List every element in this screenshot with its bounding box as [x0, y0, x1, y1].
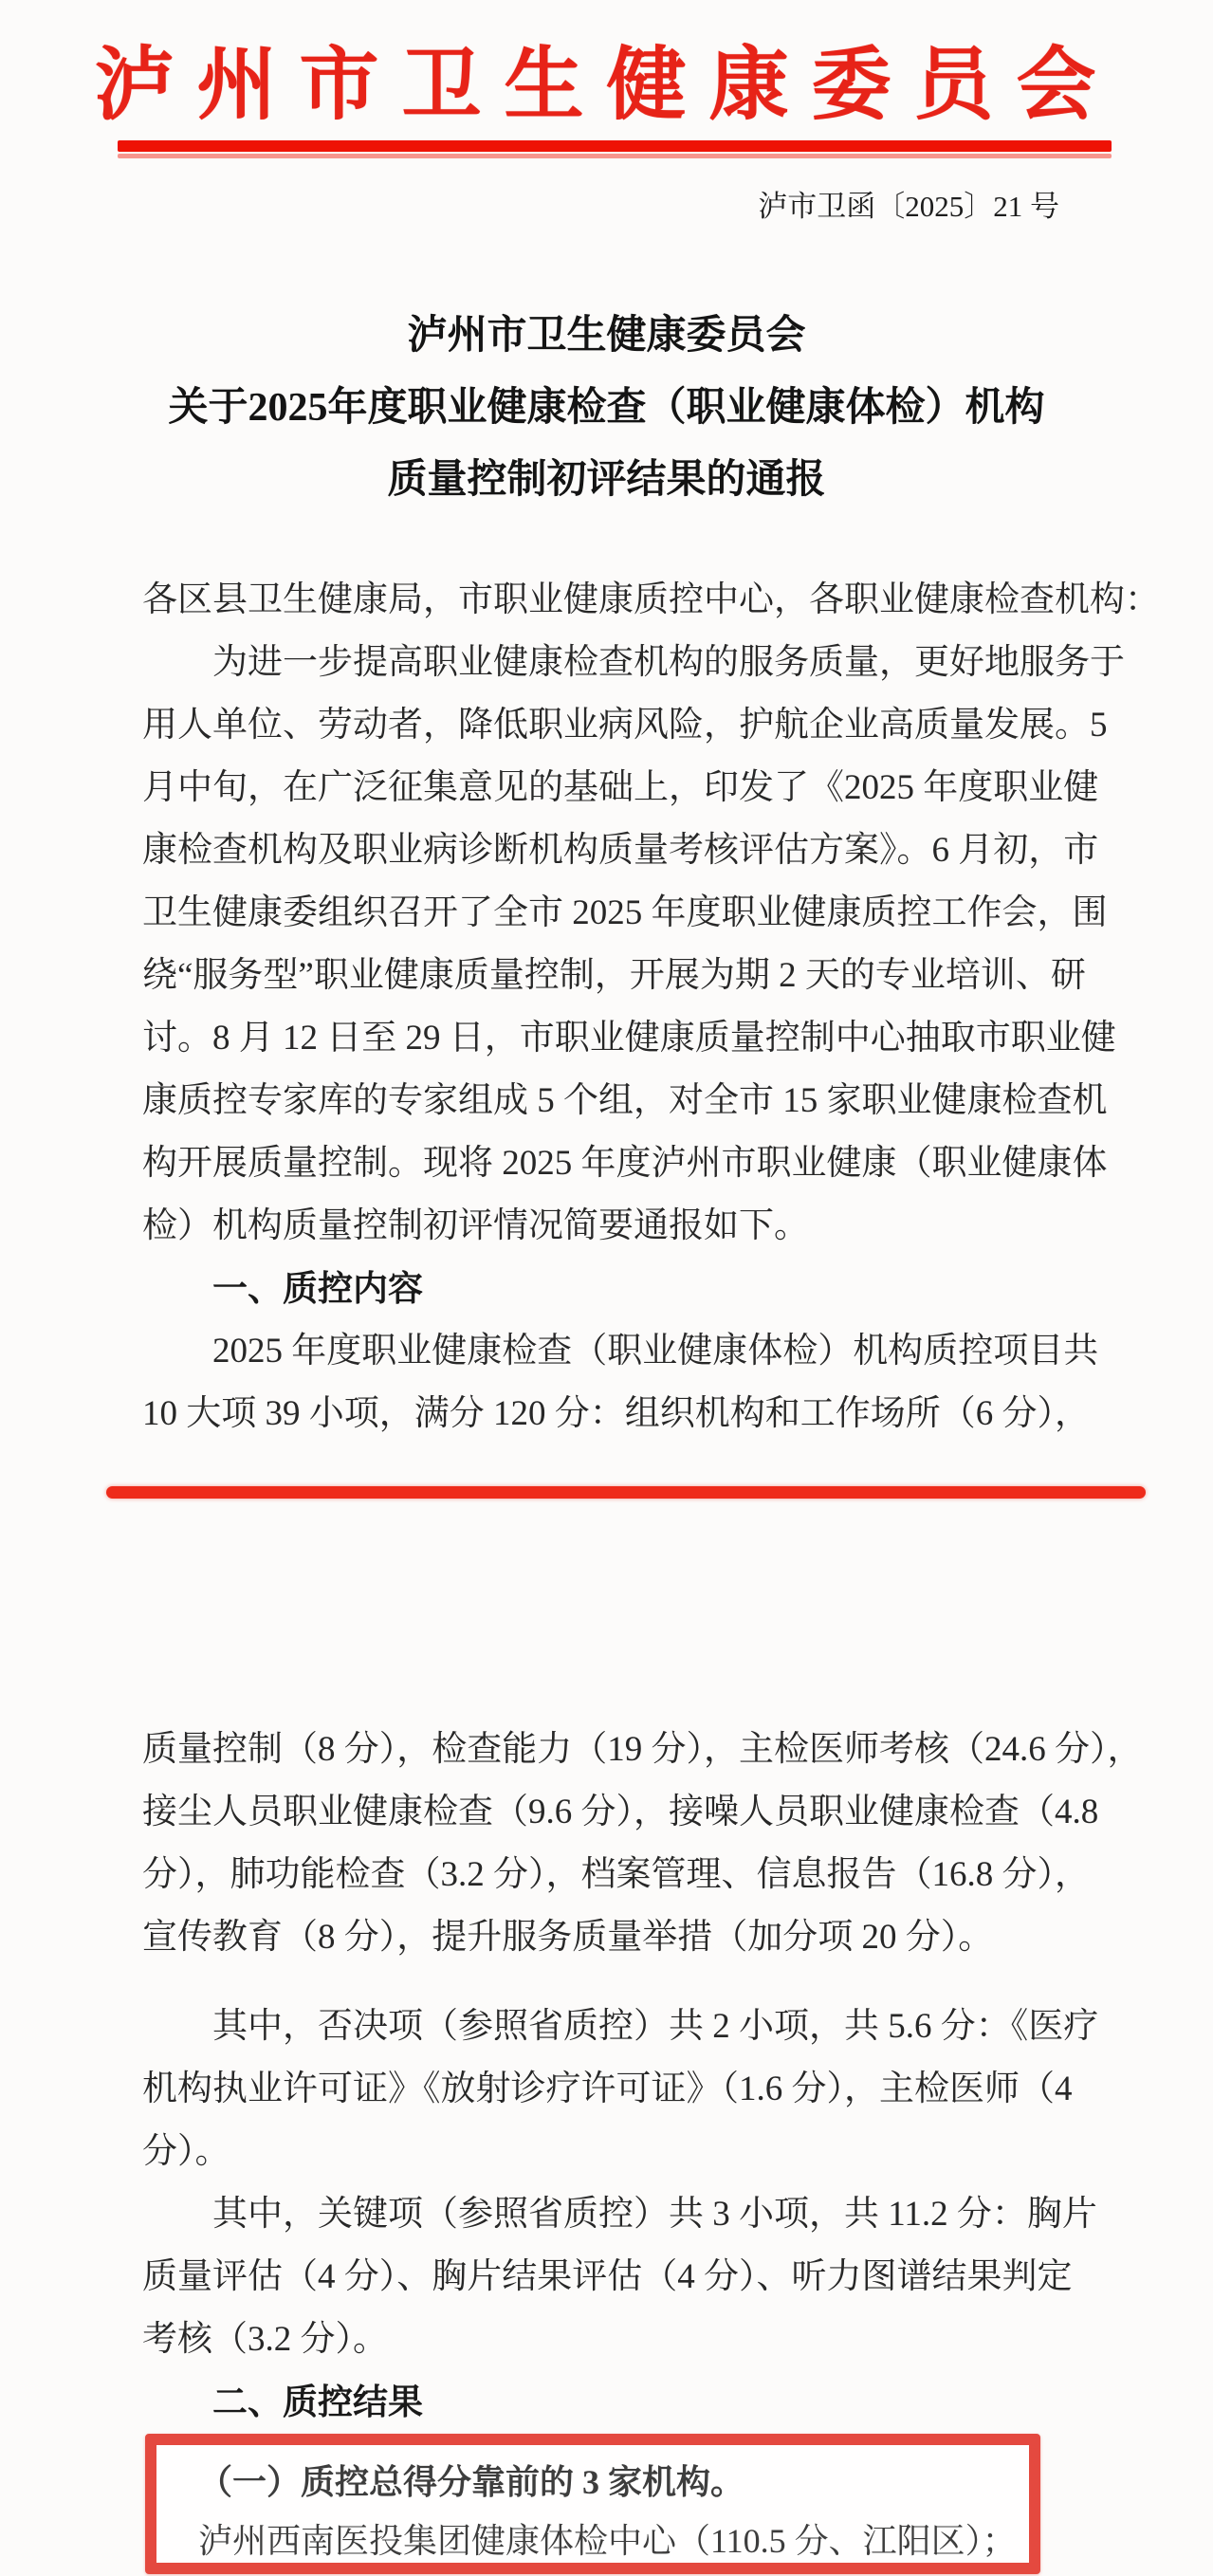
- body-line: 用人单位、劳动者，降低职业病风险，护航企业高质量发展。5: [142, 706, 1108, 745]
- body-line: 康检查机构及职业病诊断机构质量考核评估方案》。6 月初，市: [142, 831, 1099, 870]
- body-line: 月中旬，在广泛征集意见的基础上，印发了《2025 年度职业健: [142, 768, 1099, 807]
- body-line: 检）机构质量控制初评情况简要通报如下。: [142, 1206, 809, 1245]
- highlight-annotation-box: [145, 2434, 1040, 2574]
- body-line: 10 大项 39 小项，满分 120 分：组织机构和工作场所（6 分），: [142, 1394, 1090, 1433]
- body-line: 分）。: [142, 2132, 230, 2171]
- letterhead-rule: [118, 140, 1112, 158]
- section-heading-2: 二、质控结果: [212, 2383, 423, 2421]
- letterhead-rule-shadow: [118, 154, 1112, 158]
- body-line: 质量控制（8 分），检查能力（19 分），主检医师考核（24.6 分），: [142, 1730, 1143, 1769]
- body-line: 卫生健康委组织召开了全市 2025 年度职业健康质控工作会，围: [142, 893, 1108, 932]
- highlight-box-content: [156, 2445, 1029, 2570]
- document-number: 泸市卫函〔2025〕21 号: [758, 190, 1059, 223]
- body-line: 其中，关键项（参照省质控）共 3 小项，共 11.2 分：胸片: [212, 2195, 1097, 2234]
- document-title-line2: 关于2025年度职业健康检查（职业健康体检）机构: [168, 386, 1045, 430]
- body-line: 构开展质量控制。现将 2025 年度泸州市职业健康（职业健康体: [142, 1144, 1108, 1183]
- highlight-institution-line: 泸州西南医投集团健康体检中心（110.5 分、江阳区）；: [198, 2522, 1017, 2560]
- body-line: 2025 年度职业健康检查（职业健康体检）机构质控项目共: [212, 1332, 1099, 1371]
- body-page2: [142, 1719, 1148, 2434]
- body-line: 各区县卫生健康局，市职业健康质控中心，各职业健康检查机构：: [142, 580, 1160, 619]
- highlight-subheading: （一）质控总得分靠前的 3 家机构。: [198, 2463, 745, 2501]
- document-title: [0, 300, 1213, 516]
- document-title-line3: 质量控制初评结果的通报: [387, 458, 826, 502]
- body-line: 机构执业许可证》《放射诊疗许可证》（1.6 分），主检医师（4: [142, 2070, 1073, 2108]
- page-break-separator: [106, 1486, 1146, 1499]
- body-line: 质量评估（4 分）、胸片结果评估（4 分）、听力图谱结果判定: [142, 2257, 1073, 2296]
- body-line: 绕“服务型”职业健康质量控制，开展为期 2 天的专业培训、研: [142, 956, 1086, 995]
- body-line: 康质控专家库的专家组成 5 个组，对全市 15 家职业健康检查机: [142, 1081, 1108, 1120]
- body-line: 宣传教育（8 分），提升服务质量举措（加分项 20 分）。: [142, 1918, 994, 1957]
- body-line: 接尘人员职业健康检查（9.6 分），接噪人员职业健康检查（4.8: [142, 1793, 1099, 1831]
- body-line: 为进一步提高职业健康检查机构的服务质量，更好地服务于: [212, 643, 1125, 682]
- letterhead-rule-main: [118, 140, 1112, 152]
- body-page1: [142, 569, 1160, 1445]
- letterhead-agency-name: 泸州市卫生健康委员会: [94, 42, 1119, 130]
- body-line: 考核（3.2 分）。: [142, 2320, 388, 2359]
- body-line: 讨。8 月 12 日至 29 日，市职业健康质量控制中心抽取市职业健: [142, 1019, 1116, 1058]
- section-heading-1: 一、质控内容: [212, 1269, 423, 1308]
- body-line: 其中，否决项（参照省质控）共 2 小项，共 5.6 分：《医疗: [212, 2007, 1099, 2046]
- body-line: 分），肺功能检查（3.2 分），档案管理、信息报告（16.8 分），: [142, 1855, 1090, 1894]
- document-title-line1: 泸州市卫生健康委员会: [407, 314, 806, 358]
